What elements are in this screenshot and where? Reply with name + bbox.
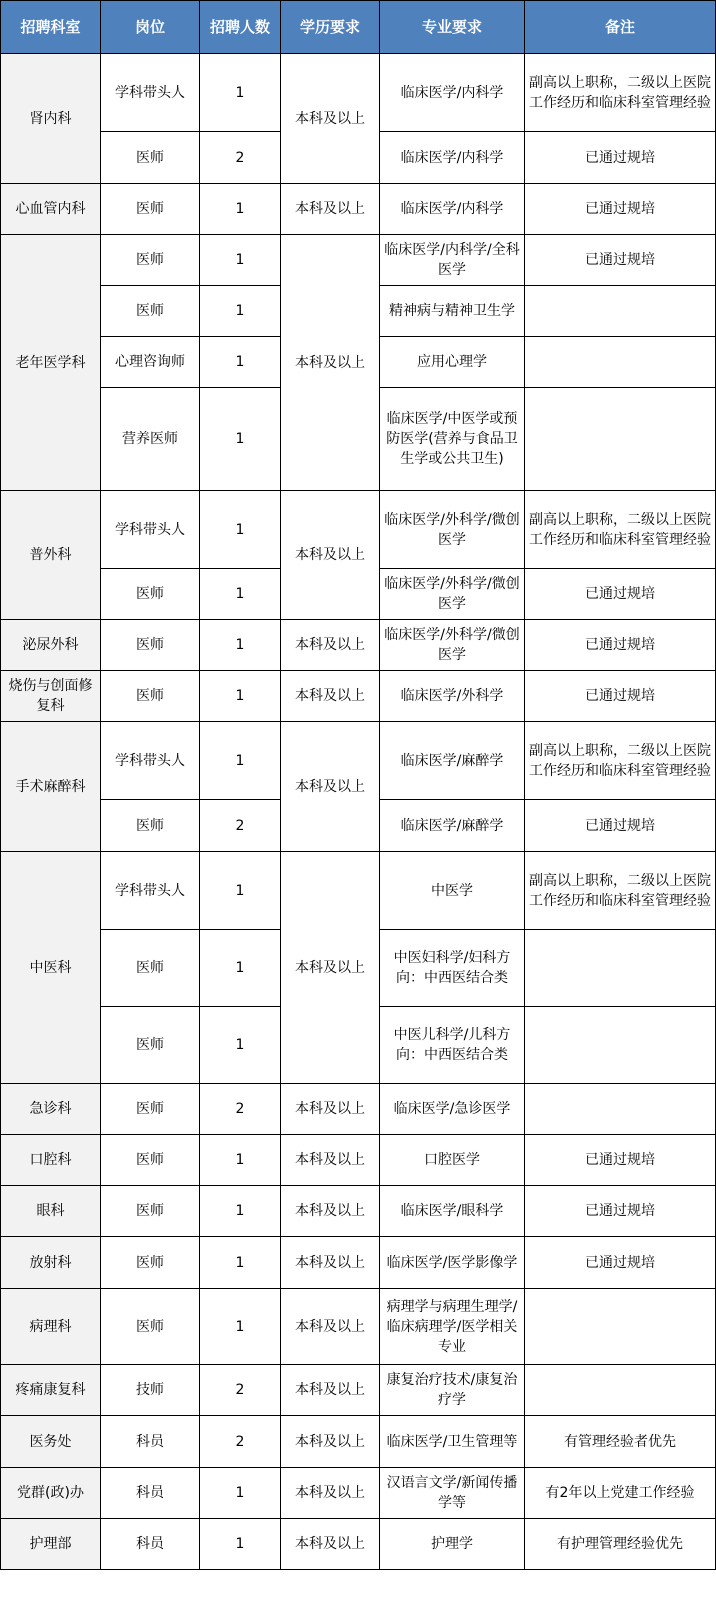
position-cell: 医师 (101, 620, 200, 671)
count-cell: 1 (200, 337, 281, 388)
major-cell: 中医学 (380, 852, 525, 930)
position-cell: 医师 (101, 671, 200, 722)
count-cell: 2 (200, 800, 281, 852)
count-cell: 1 (200, 286, 281, 337)
header-major: 专业要求 (380, 1, 525, 54)
table-row (1, 1468, 716, 1519)
education-cell: 本科及以上 (281, 1135, 380, 1186)
major-cell: 临床医学/麻醉学 (380, 722, 525, 800)
count-cell: 1 (200, 235, 281, 286)
education-cell: 本科及以上 (281, 1237, 380, 1289)
table-row (1, 1237, 716, 1289)
major-cell: 临床医学/内科学 (380, 54, 525, 132)
note-cell: 已通过规培 (525, 569, 716, 620)
note-cell (525, 1007, 716, 1084)
note-cell: 有管理经验者优先 (525, 1416, 716, 1468)
table-row (1, 852, 716, 930)
major-cell: 临床医学/中医学或预防医学(营养与食品卫生学或公共卫生) (380, 388, 525, 491)
count-cell: 1 (200, 930, 281, 1007)
major-cell: 口腔医学 (380, 1135, 525, 1186)
major-cell: 临床医学/外科学/微创医学 (380, 491, 525, 569)
position-cell: 医师 (101, 286, 200, 337)
department-cell: 烧伤与创面修复科 (1, 671, 101, 722)
note-cell: 已通过规培 (525, 1186, 716, 1237)
major-cell: 临床医学/外科学 (380, 671, 525, 722)
count-cell: 1 (200, 1007, 281, 1084)
major-cell: 护理学 (380, 1519, 525, 1570)
education-cell: 本科及以上 (281, 184, 380, 235)
position-cell: 医师 (101, 184, 200, 235)
note-cell: 副高以上职称，二级以上医院工作经历和临床科室管理经验 (525, 54, 716, 132)
position-cell: 技师 (101, 1365, 200, 1416)
table-row (1, 1365, 716, 1416)
major-cell: 临床医学/外科学/微创医学 (380, 569, 525, 620)
department-cell: 放射科 (1, 1237, 101, 1289)
note-cell: 有2年以上党建工作经验 (525, 1468, 716, 1519)
position-cell: 学科带头人 (101, 722, 200, 800)
major-cell: 临床医学/麻醉学 (380, 800, 525, 852)
position-cell: 学科带头人 (101, 491, 200, 569)
header-row (1, 1, 716, 54)
count-cell: 1 (200, 1237, 281, 1289)
note-cell: 已通过规培 (525, 1135, 716, 1186)
note-cell (525, 1084, 716, 1135)
department-cell: 老年医学科 (1, 235, 101, 491)
education-cell: 本科及以上 (281, 54, 380, 184)
count-cell: 1 (200, 54, 281, 132)
table-row (1, 1416, 716, 1468)
count-cell: 1 (200, 184, 281, 235)
position-cell: 学科带头人 (101, 54, 200, 132)
department-cell: 病理科 (1, 1289, 101, 1365)
note-cell (525, 1289, 716, 1365)
note-cell: 已通过规培 (525, 235, 716, 286)
position-cell: 心理咨询师 (101, 337, 200, 388)
position-cell: 医师 (101, 132, 200, 184)
department-cell: 眼科 (1, 1186, 101, 1237)
header-education: 学历要求 (281, 1, 380, 54)
note-cell: 已通过规培 (525, 671, 716, 722)
major-cell: 应用心理学 (380, 337, 525, 388)
position-cell: 科员 (101, 1416, 200, 1468)
count-cell: 1 (200, 671, 281, 722)
education-cell: 本科及以上 (281, 235, 380, 491)
count-cell: 1 (200, 1289, 281, 1365)
table-row (1, 235, 716, 286)
count-cell: 1 (200, 1519, 281, 1570)
count-cell: 2 (200, 1365, 281, 1416)
count-cell: 1 (200, 491, 281, 569)
department-cell: 党群(政)办 (1, 1468, 101, 1519)
count-cell: 1 (200, 569, 281, 620)
education-cell: 本科及以上 (281, 1468, 380, 1519)
note-cell: 已通过规培 (525, 620, 716, 671)
note-cell (525, 930, 716, 1007)
major-cell: 中医儿科学/儿科方向：中西医结合类 (380, 1007, 525, 1084)
note-cell: 已通过规培 (525, 132, 716, 184)
table-row (1, 54, 716, 132)
major-cell: 临床医学/急诊医学 (380, 1084, 525, 1135)
table-row (1, 1289, 716, 1365)
table-row (1, 491, 716, 569)
major-cell: 临床医学/医学影像学 (380, 1237, 525, 1289)
count-cell: 1 (200, 1135, 281, 1186)
department-cell: 心血管内科 (1, 184, 101, 235)
count-cell: 1 (200, 388, 281, 491)
table-row (1, 620, 716, 671)
count-cell: 2 (200, 1416, 281, 1468)
education-cell: 本科及以上 (281, 1084, 380, 1135)
education-cell: 本科及以上 (281, 1289, 380, 1365)
count-cell: 2 (200, 1084, 281, 1135)
major-cell: 临床医学/眼科学 (380, 1186, 525, 1237)
position-cell: 学科带头人 (101, 852, 200, 930)
position-cell: 医师 (101, 930, 200, 1007)
position-cell: 医师 (101, 1084, 200, 1135)
education-cell: 本科及以上 (281, 1416, 380, 1468)
note-cell: 有护理管理经验优先 (525, 1519, 716, 1570)
department-cell: 中医科 (1, 852, 101, 1084)
header-position: 岗位 (101, 1, 200, 54)
major-cell: 临床医学/外科学/微创医学 (380, 620, 525, 671)
position-cell: 医师 (101, 800, 200, 852)
education-cell: 本科及以上 (281, 620, 380, 671)
department-cell: 急诊科 (1, 1084, 101, 1135)
count-cell: 2 (200, 132, 281, 184)
table-row (1, 722, 716, 800)
count-cell: 1 (200, 1186, 281, 1237)
count-cell: 1 (200, 852, 281, 930)
table-body (1, 54, 716, 1570)
table-row (1, 184, 716, 235)
count-cell: 1 (200, 1468, 281, 1519)
education-cell: 本科及以上 (281, 1186, 380, 1237)
position-cell: 科员 (101, 1519, 200, 1570)
major-cell: 中医妇科学/妇科方向：中西医结合类 (380, 930, 525, 1007)
table-row (1, 1186, 716, 1237)
note-cell (525, 1365, 716, 1416)
note-cell: 副高以上职称，二级以上医院工作经历和临床科室管理经验 (525, 491, 716, 569)
position-cell: 医师 (101, 1135, 200, 1186)
education-cell: 本科及以上 (281, 671, 380, 722)
department-cell: 手术麻醉科 (1, 722, 101, 852)
note-cell: 副高以上职称，二级以上医院工作经历和临床科室管理经验 (525, 852, 716, 930)
major-cell: 临床医学/卫生管理等 (380, 1416, 525, 1468)
position-cell: 医师 (101, 1289, 200, 1365)
education-cell: 本科及以上 (281, 1365, 380, 1416)
count-cell: 1 (200, 620, 281, 671)
education-cell: 本科及以上 (281, 491, 380, 620)
header-department: 招聘科室 (1, 1, 101, 54)
education-cell: 本科及以上 (281, 1519, 380, 1570)
position-cell: 医师 (101, 235, 200, 286)
header-note: 备注 (525, 1, 716, 54)
department-cell: 口腔科 (1, 1135, 101, 1186)
table-row (1, 1135, 716, 1186)
position-cell: 医师 (101, 1186, 200, 1237)
table-row (1, 1519, 716, 1570)
department-cell: 肾内科 (1, 54, 101, 184)
note-cell: 已通过规培 (525, 800, 716, 852)
note-cell (525, 388, 716, 491)
table-row (1, 671, 716, 722)
major-cell: 康复治疗技术/康复治疗学 (380, 1365, 525, 1416)
department-cell: 护理部 (1, 1519, 101, 1570)
department-cell: 疼痛康复科 (1, 1365, 101, 1416)
major-cell: 临床医学/内科学/全科医学 (380, 235, 525, 286)
table-row (1, 1084, 716, 1135)
department-cell: 泌尿外科 (1, 620, 101, 671)
position-cell: 医师 (101, 1007, 200, 1084)
count-cell: 1 (200, 722, 281, 800)
major-cell: 病理学与病理生理学/临床病理学/医学相关专业 (380, 1289, 525, 1365)
position-cell: 科员 (101, 1468, 200, 1519)
major-cell: 临床医学/内科学 (380, 184, 525, 235)
education-cell: 本科及以上 (281, 722, 380, 852)
major-cell: 临床医学/内科学 (380, 132, 525, 184)
position-cell: 医师 (101, 569, 200, 620)
position-cell: 医师 (101, 1237, 200, 1289)
note-cell: 已通过规培 (525, 184, 716, 235)
note-cell: 已通过规培 (525, 1237, 716, 1289)
position-cell: 营养医师 (101, 388, 200, 491)
header-count: 招聘人数 (200, 1, 281, 54)
department-cell: 医务处 (1, 1416, 101, 1468)
note-cell: 副高以上职称，二级以上医院工作经历和临床科室管理经验 (525, 722, 716, 800)
note-cell (525, 337, 716, 388)
major-cell: 汉语言文学/新闻传播学等 (380, 1468, 525, 1519)
department-cell: 普外科 (1, 491, 101, 620)
major-cell: 精神病与精神卫生学 (380, 286, 525, 337)
education-cell: 本科及以上 (281, 852, 380, 1084)
note-cell (525, 286, 716, 337)
